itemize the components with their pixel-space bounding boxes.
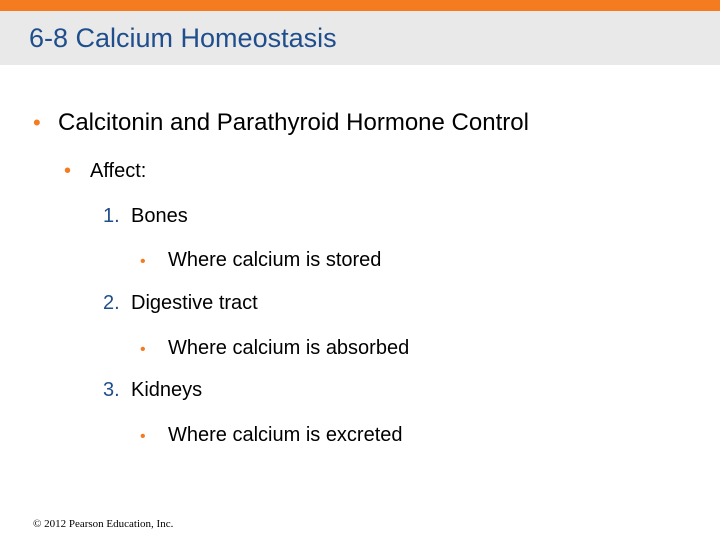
detail-item-digestive-tract	[140, 334, 409, 364]
main-bullet-item	[33, 107, 529, 139]
sub-bullet-text: Affect:	[90, 160, 147, 182]
item-number: 3.	[103, 379, 120, 401]
bullet-icon: •	[140, 341, 146, 358]
main-bullet-text: Calcitonin and Parathyroid Hormone Control	[58, 109, 529, 136]
bullet-icon: •	[140, 428, 146, 445]
bullet-icon: •	[64, 160, 72, 182]
numbered-item-bones	[103, 202, 188, 230]
detail-text: Where calcium is excreted	[168, 424, 403, 446]
detail-text: Where calcium is stored	[168, 249, 382, 271]
item-number: 1.	[103, 205, 120, 227]
item-label: Digestive tract	[131, 292, 258, 314]
item-label: Bones	[131, 205, 188, 227]
sub-bullet-item	[64, 157, 146, 185]
bullet-icon: •	[140, 253, 146, 270]
slide-title: 6-8 Calcium Homeostasis	[29, 23, 337, 53]
item-label: Kidneys	[131, 379, 203, 401]
bullet-icon: •	[33, 110, 41, 135]
detail-item-bones	[140, 246, 381, 276]
item-number: 2.	[103, 292, 120, 314]
copyright-footer: © 2012 Pearson Education, Inc.	[33, 518, 174, 530]
numbered-item-kidneys	[103, 376, 202, 404]
numbered-item-digestive-tract	[103, 289, 258, 317]
detail-text: Where calcium is absorbed	[168, 337, 410, 359]
top-accent-bar	[0, 0, 720, 11]
detail-item-kidneys	[140, 421, 403, 451]
